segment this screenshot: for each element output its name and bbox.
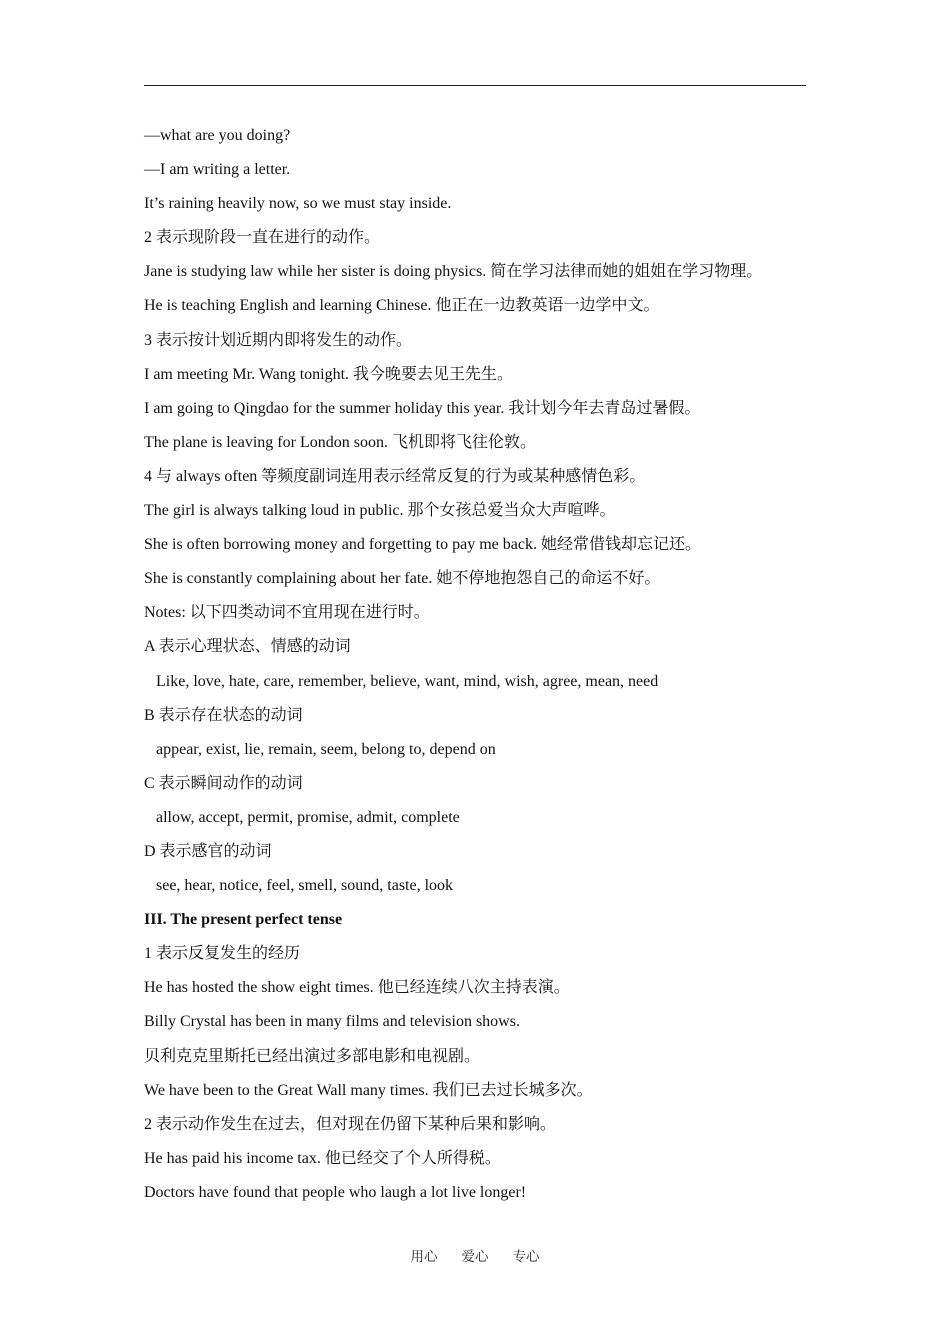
text-line: It’s raining heavily now, so we must stay inside. [144, 195, 452, 213]
text-line: C 表示瞬间动作的动词 [144, 774, 303, 792]
text-line: appear, exist, lie, remain, seem, belong to, depend on [156, 740, 496, 758]
text-line: —I am writing a letter. [144, 161, 291, 179]
header-rule [144, 85, 806, 86]
text-line: He has hosted the show eight times. 他已经连续八次主持表演。 [144, 979, 570, 997]
text-line: I am meeting Mr. Wang tonight. 我今晚要去见王先生。 [144, 365, 514, 383]
section-heading: III. The present perfect tense [144, 911, 343, 929]
footer-word: 专心 [512, 1249, 540, 1264]
text-line: Jane is studying law while her sister is doing physics. 简在学习法律而她的姐姐在学习物理。 [144, 263, 763, 281]
text-line: 2 表示现阶段一直在进行的动作。 [144, 229, 381, 247]
text-line: Like, love, hate, care, remember, believe, want, mind, wish, agree, mean, need [156, 672, 659, 690]
text-line: 4 与 always often 等频度副词连用表示经常反复的行为或某种感情色彩。 [144, 467, 646, 485]
text-line: I am going to Qingdao for the summer holiday this year. 我计划今年去青岛过暑假。 [144, 399, 701, 417]
text-line: We have been to the Great Wall many times. 我们已去过长城多次。 [144, 1081, 593, 1099]
text-line: 贝利克克里斯托已经出演过多部电影和电视剧。 [144, 1047, 481, 1065]
footer-word: 爱心 [461, 1249, 489, 1264]
text-line: 1 表示反复发生的经历 [144, 945, 301, 963]
text-line: B 表示存在状态的动词 [144, 706, 303, 724]
text-line: D 表示感官的动词 [144, 842, 272, 860]
text-line: 3 表示按计划近期内即将发生的动作。 [144, 331, 413, 349]
text-line: see, hear, notice, feel, smell, sound, taste, look [156, 877, 454, 895]
footer-word: 用心 [410, 1249, 438, 1264]
text-line: He is teaching English and learning Chinese. 他正在一边教英语一边学中文。 [144, 297, 660, 315]
text-line: —what are you doing? [144, 127, 291, 144]
text-line: The girl is always talking loud in public. 那个女孩总爱当众大声喧哗。 [144, 502, 616, 520]
document-body [144, 124, 814, 1215]
text-line: A 表示心理状态、情感的动词 [144, 638, 351, 656]
text-line: He has paid his income tax. 他已经交了个人所得税。 [144, 1149, 501, 1167]
text-line: She is constantly complaining about her fate. 她不停地抱怨自己的命运不好。 [144, 570, 661, 588]
text-line: The plane is leaving for London soon. 飞机即将飞往伦敦。 [144, 433, 536, 451]
text-line: She is often borrowing money and forgetting to pay me back. 她经常借钱却忘记还。 [144, 536, 701, 554]
text-line: allow, accept, permit, promise, admit, complete [156, 808, 460, 826]
page-footer [0, 1248, 950, 1266]
text-line: Doctors have found that people who laugh a lot live longer! [144, 1183, 527, 1201]
text-line: Billy Crystal has been in many films and television shows. [144, 1013, 520, 1031]
text-line: 2 表示动作发生在过去，但对现在仍留下某种后果和影响。 [144, 1115, 557, 1133]
text-line: Notes: 以下四类动词不宜用现在进行时。 [144, 604, 430, 622]
